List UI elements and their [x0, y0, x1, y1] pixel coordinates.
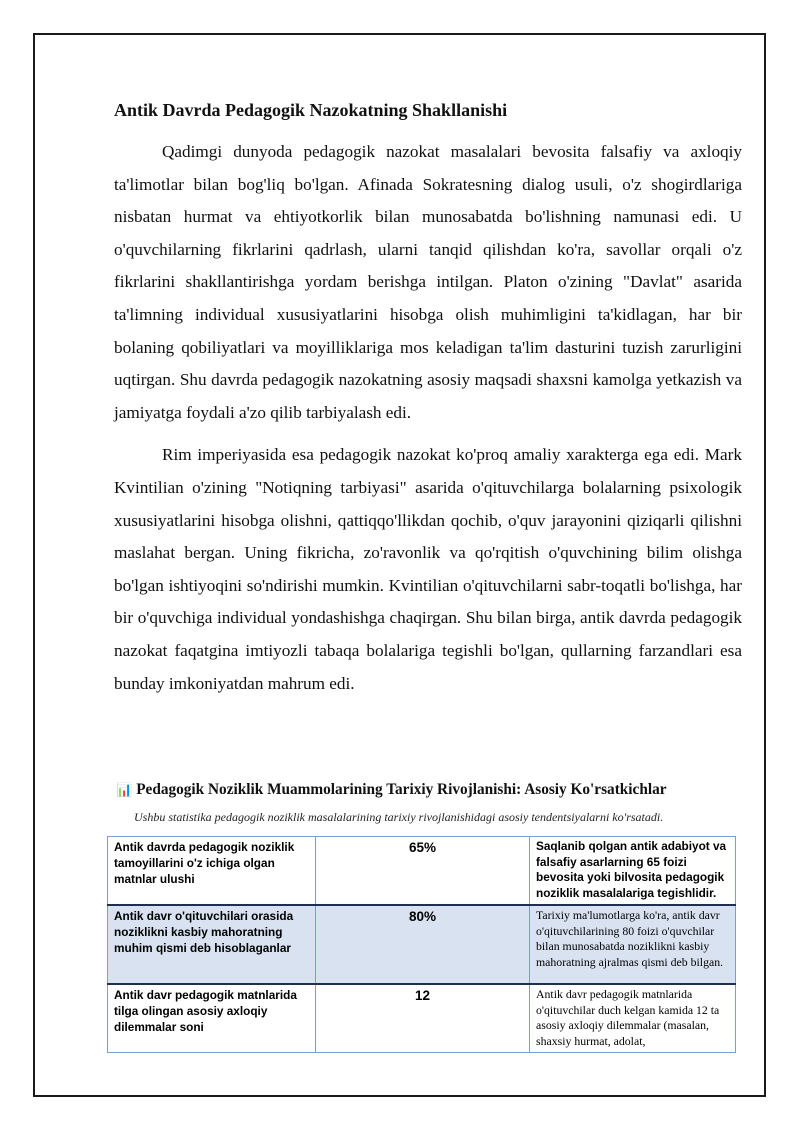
row-label: Antik davr pedagogik matnlarida tilga olingan asosiy axloqiy dilemmalar soni: [108, 984, 316, 1053]
row-description: Tarixiy ma'lumotlarga ko'ra, antik davr o'qituvchilarining 80 foizi o'quvchilar bilan munosabatda noziklikni kasbiy mahoratning ajralmas qismi deb bilgan.: [530, 905, 736, 984]
row-description: Saqlanib qolgan antik adabiyot va falsafiy asarlarning 65 foizi bevosita yoki bilvosita pedagogik noziklik masalalariga tegishlidir.: [530, 837, 736, 906]
stats-table: [107, 836, 736, 1053]
row-label: Antik davrda pedagogik noziklik tamoyillarini o'z ichiga olgan matnlar ulushi: [108, 837, 316, 906]
row-value: 80%: [316, 905, 530, 984]
table-row: [108, 984, 736, 1053]
document-body: [114, 98, 742, 710]
paragraph-1: Qadimgi dunyoda pedagogik nazokat masalalari bevosita falsafiy va axloqiy ta'limotlar bilan bog'liq bo'lgan. Afinada Sokratesning dialog usuli, o'z shogirdlariga nisbatan hurmat va ehtiyotkorlik bilan munosabatda bo'lishning namunasi edi. U o'quvchilarning fikrlarini qadrlash, ularni tanqid qilishdan ko'ra, savollar orqali o'z fikrlarini shakllantirishga yordam berishga intilgan. Platon o'zining "Davlat" asarida ta'limning individual xususiyatlarini hisobga olish muhimligini ta'kidlagan, har bir bolaning qobiliyatlari va moyilliklariga mos keladigan ta'lim dasturini tuzish zarurligini uqtirgan. Shu davrda pedagogik nazokatning asosiy maqsadi shaxsni kamolga yetkazish va jamiyatga foydali a'zo qilib tarbiyalash edi.: [114, 142, 742, 422]
table-caption: Ushbu statistika pedagogik noziklik masalalarining tarixiy rivojlanishidagi asosiy tendentsiyalarni ko'rsatadi.: [134, 810, 664, 824]
row-description: Antik davr pedagogik matnlarida o'qituvchilar duch kelgan kamida 12 ta asosiy axloqiy dilemmalar (masalan, shaxsiy hurmat, adolat,: [530, 984, 736, 1053]
paragraph-2: Rim imperiyasida esa pedagogik nazokat ko'proq amaliy xarakterga ega edi. Mark Kvintilian o'zining "Notiqning tarbiyasi" asarida o'qituvchilarga bolalarning psixologik xususiyatlarini hisobga olishni, qattiqqo'llikdan qochib, o'quv jarayonini qiziqarli qilishni maslahat bergan. Uning fikricha, zo'ravonlik va qo'rqitish o'quvchining bilim olishga bo'lgan ishtiyoqini so'ndirishi mumkin. Kvintilian o'qituvchilarni sabr-toqatli bo'lishga, har bir o'quvchiga individual yondashishga chaqirgan. Shu bilan birga, antik davrda pedagogik nazokat faqatgina imtiyozli tabaqa bolalariga tegishli bo'lgan, qullarning farzandlari esa bunday imkoniyatdan mahrum edi.: [114, 445, 742, 693]
table-row: [108, 837, 736, 906]
bar-chart-icon: 📊: [116, 783, 133, 798]
document-title: Antik Davrda Pedagogik Nazokatning Shakllanishi: [114, 100, 508, 120]
row-value: 65%: [316, 837, 530, 906]
table-row: [108, 905, 736, 984]
table-heading-text: Pedagogik Noziklik Muammolarining Tarixiy Rivojlanishi: Asosiy Ko'rsatkichlar: [136, 781, 667, 798]
table-heading: [116, 781, 756, 799]
row-label: Antik davr o'qituvchilari orasida noziklikni kasbiy mahoratning muhim qismi deb hisoblaganlar: [108, 905, 316, 984]
row-value: 12: [316, 984, 530, 1053]
